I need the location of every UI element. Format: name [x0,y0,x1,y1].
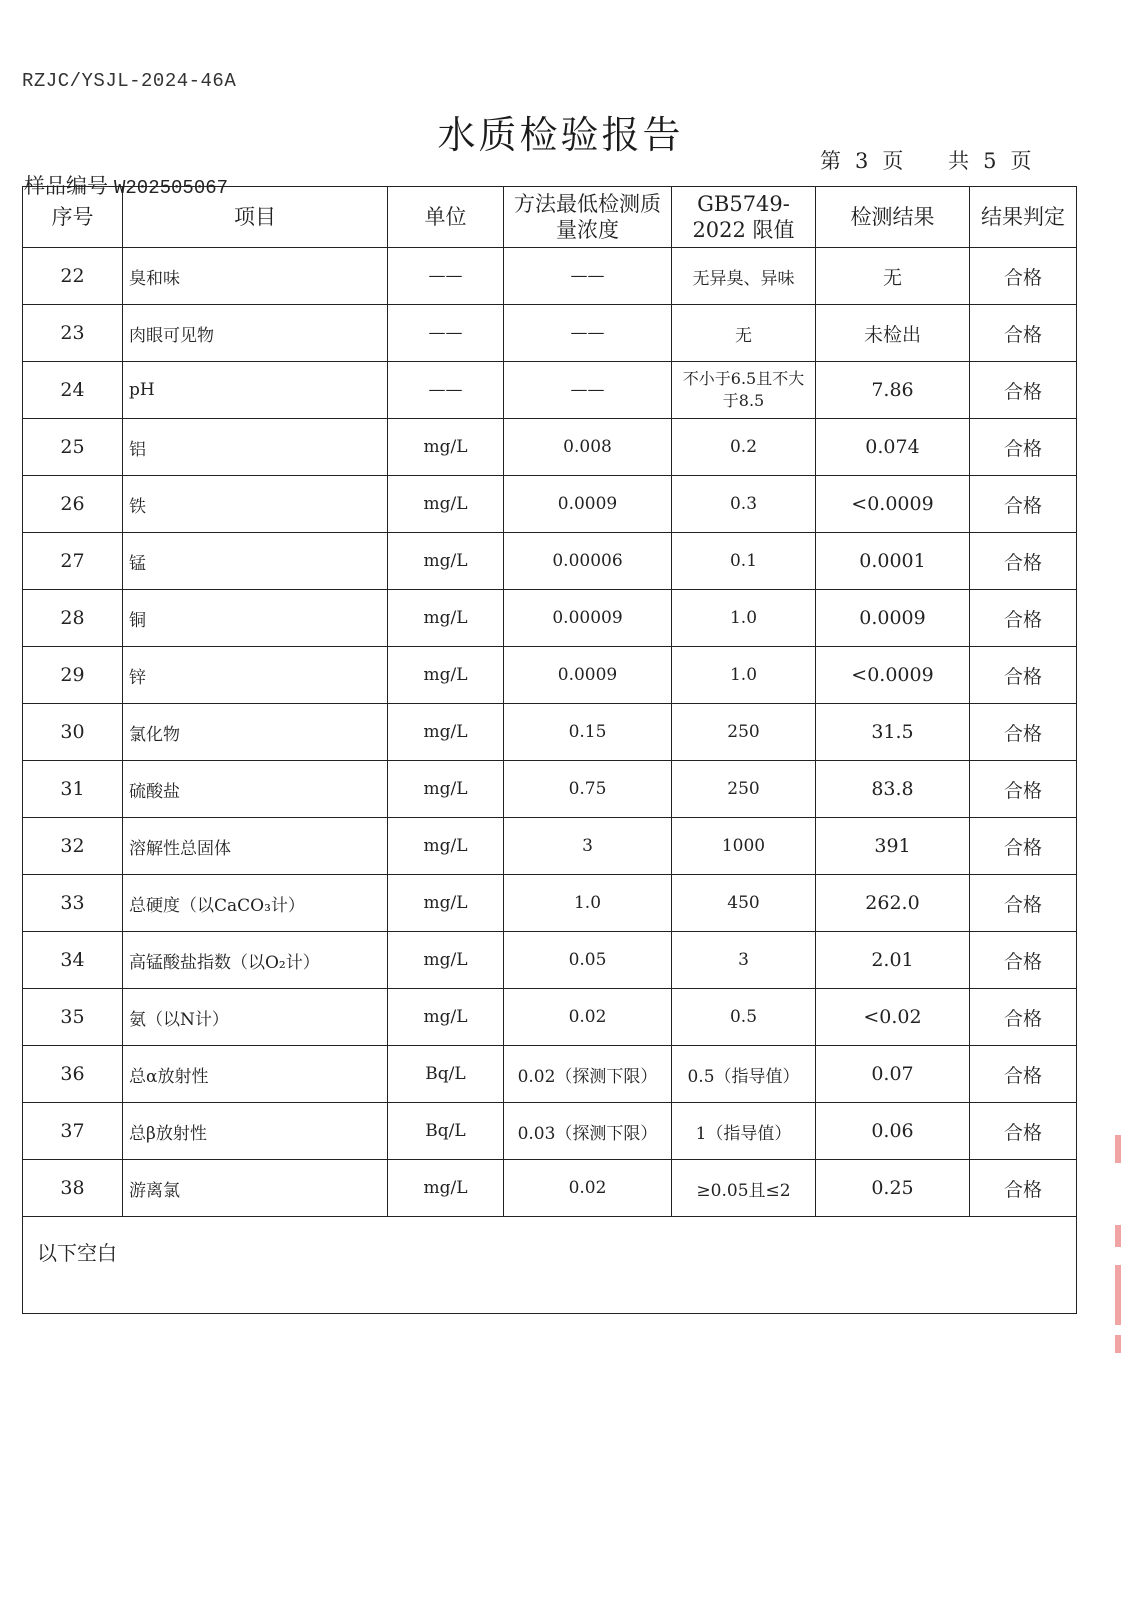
row-number: 37 [23,1103,123,1160]
table-row [23,704,1077,761]
result-judgement: 合格 [970,476,1077,533]
standard-limit: 1（指导值） [672,1103,816,1160]
min-detection-concentration: 0.15 [504,704,672,761]
unit: Bq/L [388,1103,504,1160]
item-name: 总硬度（以CaCO₃计） [123,875,388,932]
row-number: 34 [23,932,123,989]
result-judgement: 合格 [970,647,1077,704]
result-judgement: 合格 [970,1103,1077,1160]
test-result: 未检出 [816,305,970,362]
standard-limit: 0.1 [672,533,816,590]
result-judgement: 合格 [970,875,1077,932]
result-judgement: 合格 [970,818,1077,875]
unit: —— [388,362,504,419]
standard-limit: 0.2 [672,419,816,476]
blank-note: 以下空白 [23,1217,1077,1314]
report-title: 水质检验报告 [437,113,684,157]
result-judgement: 合格 [970,932,1077,989]
result-judgement: 合格 [970,989,1077,1046]
unit: mg/L [388,647,504,704]
row-number: 38 [23,1160,123,1217]
unit: mg/L [388,875,504,932]
item-name: 锰 [123,533,388,590]
test-result: 31.5 [816,704,970,761]
item-name: 氯化物 [123,704,388,761]
min-detection-concentration: 0.02 [504,1160,672,1217]
standard-limit: 250 [672,761,816,818]
sample-number: W202505067 [114,177,229,199]
table-row [23,305,1077,362]
table-row [23,1046,1077,1103]
row-number: 33 [23,875,123,932]
test-result: 0.074 [816,419,970,476]
item-name: 铜 [123,590,388,647]
stamp-edge-mark [1115,1135,1121,1163]
row-number: 36 [23,1046,123,1103]
table-row [23,647,1077,704]
table-row [23,476,1077,533]
row-number: 25 [23,419,123,476]
table-row [23,248,1077,305]
result-judgement: 合格 [970,248,1077,305]
standard-limit: 不小于6.5且不大于8.5 [672,362,816,419]
min-detection-concentration: 0.75 [504,761,672,818]
results-table [22,186,1077,1314]
row-number: 32 [23,818,123,875]
sample-label: 样品编号 [24,174,108,198]
test-result: 无 [816,248,970,305]
test-result: 391 [816,818,970,875]
item-name: 氨（以N计） [123,989,388,1046]
header-result: 检测结果 [816,187,970,248]
unit: mg/L [388,476,504,533]
table-row [23,362,1077,419]
min-detection-concentration: 1.0 [504,875,672,932]
test-result: <0.0009 [816,647,970,704]
row-number: 31 [23,761,123,818]
item-name: 臭和味 [123,248,388,305]
result-judgement: 合格 [970,419,1077,476]
standard-limit: 3 [672,932,816,989]
standard-limit: 1.0 [672,647,816,704]
row-number: 23 [23,305,123,362]
min-detection-concentration: 0.008 [504,419,672,476]
result-judgement: 合格 [970,305,1077,362]
stamp-edge-mark [1115,1335,1121,1353]
standard-limit: 0.5（指导值） [672,1046,816,1103]
test-result: 83.8 [816,761,970,818]
header-mdl: 方法最低检测质量浓度 [504,187,672,248]
stamp-edge-mark [1115,1225,1121,1247]
header-unit: 单位 [388,187,504,248]
standard-limit: 450 [672,875,816,932]
standard-limit: 1000 [672,818,816,875]
header-no: 序号 [23,187,123,248]
table-header-row [23,187,1077,248]
table-row [23,818,1077,875]
test-result: 0.0001 [816,533,970,590]
row-number: 27 [23,533,123,590]
unit: mg/L [388,419,504,476]
test-result: 0.06 [816,1103,970,1160]
standard-limit: 0.3 [672,476,816,533]
header-item: 项目 [123,187,388,248]
page-total: 5 [983,149,997,173]
min-detection-concentration: 0.03（探测下限） [504,1103,672,1160]
item-name: pH [123,362,388,419]
result-judgement: 合格 [970,704,1077,761]
item-name: 总α放射性 [123,1046,388,1103]
unit: —— [388,305,504,362]
unit: mg/L [388,1160,504,1217]
standard-limit: 250 [672,704,816,761]
min-detection-concentration: 0.02 [504,989,672,1046]
result-judgement: 合格 [970,1160,1077,1217]
table-row [23,932,1077,989]
standard-limit: 无异臭、异味 [672,248,816,305]
row-number: 29 [23,647,123,704]
test-result: 262.0 [816,875,970,932]
unit: Bq/L [388,1046,504,1103]
unit: mg/L [388,590,504,647]
stamp-edge-mark [1115,1265,1121,1325]
header-judge: 结果判定 [970,187,1077,248]
row-number: 26 [23,476,123,533]
table-row [23,761,1077,818]
item-name: 铝 [123,419,388,476]
page-indicator [820,145,1045,175]
page-total-unit: 页 [1010,149,1032,173]
standard-limit: ≥0.05且≤2 [672,1160,816,1217]
header-limit: GB5749-2022 限值 [672,187,816,248]
min-detection-concentration: —— [504,248,672,305]
table-row [23,590,1077,647]
standard-limit: 无 [672,305,816,362]
result-judgement: 合格 [970,761,1077,818]
min-detection-concentration: —— [504,305,672,362]
page-current: 3 [855,149,869,173]
unit: mg/L [388,989,504,1046]
result-judgement: 合格 [970,1046,1077,1103]
item-name: 高锰酸盐指数（以O₂计） [123,932,388,989]
unit: mg/L [388,761,504,818]
test-result: 7.86 [816,362,970,419]
unit: mg/L [388,818,504,875]
min-detection-concentration: 0.0009 [504,647,672,704]
test-result: 0.07 [816,1046,970,1103]
min-detection-concentration: 0.00006 [504,533,672,590]
min-detection-concentration: 0.0009 [504,476,672,533]
blank-row [23,1217,1077,1314]
table-row [23,1103,1077,1160]
row-number: 22 [23,248,123,305]
item-name: 肉眼可见物 [123,305,388,362]
test-result: <0.02 [816,989,970,1046]
table-row [23,419,1077,476]
item-name: 硫酸盐 [123,761,388,818]
row-number: 30 [23,704,123,761]
table-row [23,875,1077,932]
unit: —— [388,248,504,305]
item-name: 游离氯 [123,1160,388,1217]
item-name: 锌 [123,647,388,704]
unit: mg/L [388,704,504,761]
item-name: 溶解性总固体 [123,818,388,875]
table-row [23,1160,1077,1217]
test-result: 2.01 [816,932,970,989]
result-judgement: 合格 [970,533,1077,590]
row-number: 28 [23,590,123,647]
unit: mg/L [388,533,504,590]
page-prefix: 第 [820,149,841,173]
table-row [23,989,1077,1046]
item-name: 总β放射性 [123,1103,388,1160]
unit: mg/L [388,932,504,989]
result-judgement: 合格 [970,362,1077,419]
row-number: 35 [23,989,123,1046]
test-result: 0.0009 [816,590,970,647]
standard-limit: 1.0 [672,590,816,647]
row-number: 24 [23,362,123,419]
test-result: <0.0009 [816,476,970,533]
test-result: 0.25 [816,1160,970,1217]
min-detection-concentration: 3 [504,818,672,875]
table-row [23,533,1077,590]
item-name: 铁 [123,476,388,533]
result-judgement: 合格 [970,590,1077,647]
standard-limit: 0.5 [672,989,816,1046]
min-detection-concentration: 0.05 [504,932,672,989]
min-detection-concentration: —— [504,362,672,419]
page-unit: 页 [882,149,904,173]
document-code: RZJC/YSJL-2024-46A [22,70,237,92]
min-detection-concentration: 0.02（探测下限） [504,1046,672,1103]
page-total-prefix: 共 [948,149,970,173]
min-detection-concentration: 0.00009 [504,590,672,647]
